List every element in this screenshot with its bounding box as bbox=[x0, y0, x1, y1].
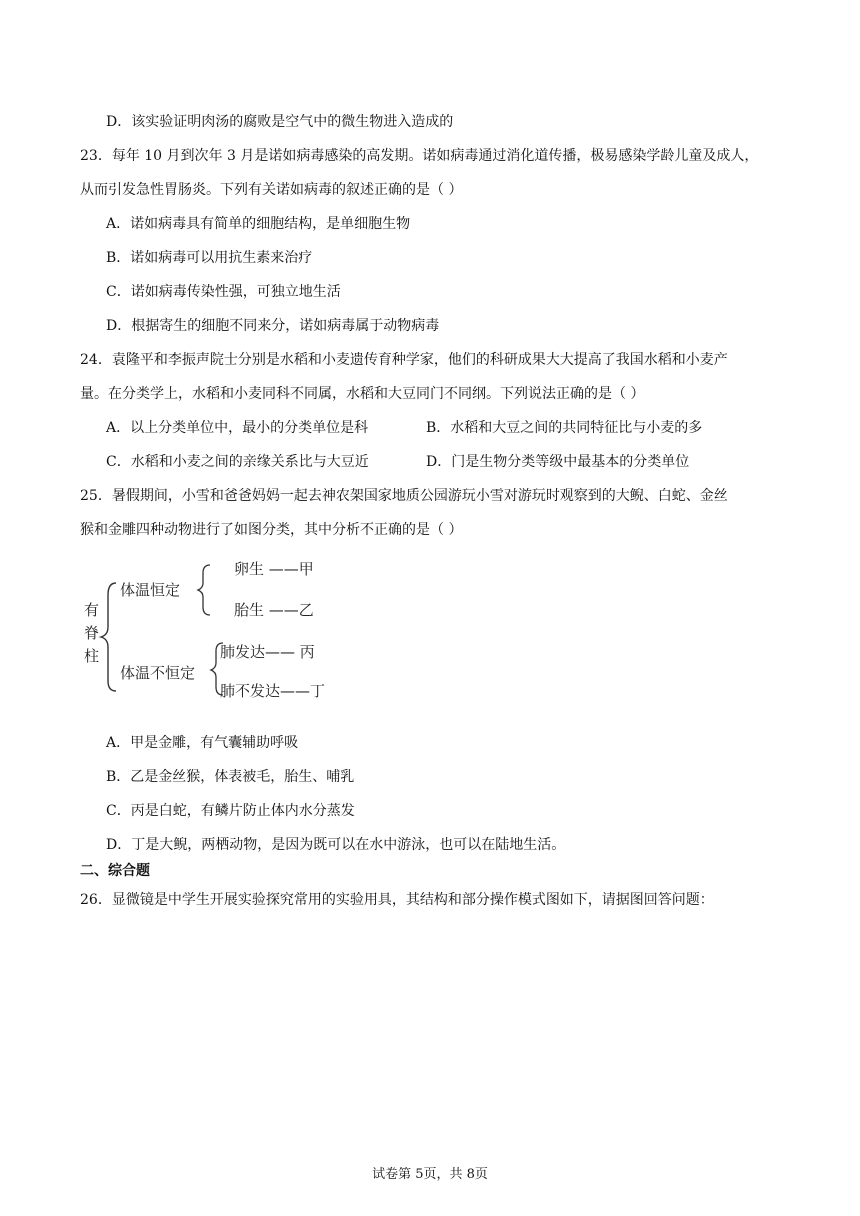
q23-option-a: A．诺如病毒具有简单的细胞结构，是单细胞生物 bbox=[106, 216, 411, 232]
q24-stem-line1: 24．袁隆平和李振声院士分别是水稻和小麦遗传育种学家，他们的科研成果大大提高了我国水稻和小麦产 bbox=[80, 352, 728, 368]
diagram-branch2-leaf1: 肺发达—— 丙 bbox=[220, 643, 315, 661]
diagram-root-char-2: 脊 bbox=[84, 624, 100, 642]
diagram-branch1-leaf1: 卵生 ——甲 bbox=[234, 560, 314, 578]
diagram-branch1-leaf2: 胎生 ——乙 bbox=[234, 601, 314, 619]
q24-option-a: A．以上分类单位中，最小的分类单位是科 bbox=[106, 420, 369, 436]
q25-option-d: D．丁是大鲵，两栖动物，是因为既可以在水中游泳，也可以在陆地生活。 bbox=[106, 837, 566, 853]
page-footer: 试卷第 5页，共 8页 bbox=[372, 1167, 488, 1182]
q25-option-c: C．丙是白蛇，有鳞片防止体内水分蒸发 bbox=[106, 803, 355, 819]
q26-stem: 26．显微镜是中学生开展实验探究常用的实验用具，其结构和部分操作模式图如下，请据图回答问题： bbox=[80, 892, 714, 908]
q24-option-c: C．水稻和小麦之间的亲缘关系比与大豆近 bbox=[106, 454, 369, 470]
q23-option-d: D．根据寄生的细胞不同来分，诺如病毒属于动物病毒 bbox=[106, 318, 440, 334]
q25-option-b: B．乙是金丝猴，体表被毛，胎生、哺乳 bbox=[106, 769, 355, 785]
q23-option-c: C．诺如病毒传染性强，可独立地生活 bbox=[106, 284, 341, 300]
diagram-branch2: 体温不恒定 bbox=[120, 664, 196, 682]
diagram-branch1: 体温恒定 bbox=[120, 581, 181, 599]
diagram-branch1-brace bbox=[198, 565, 210, 615]
q24-option-d: D．门是生物分类等级中最基本的分类单位 bbox=[426, 454, 690, 470]
q22-option-d: D．该实验证明肉汤的腐败是空气中的微生物进入造成的 bbox=[106, 114, 454, 130]
q25-stem-line1: 25．暑假期间，小雪和爸爸妈妈一起去神农架国家地质公园游玩小雪对游玩时观察到的大鲵、白蛇、金丝 bbox=[80, 488, 728, 504]
q25-option-a: A．甲是金雕，有气囊辅助呼吸 bbox=[106, 735, 299, 751]
section-title: 二、综合题 bbox=[80, 863, 150, 879]
diagram-root-brace bbox=[101, 583, 116, 691]
q23-stem-line1: 23．每年 10 月到次年 3 月是诺如病毒感染的高发期。诺如病毒通过消化道传播，极易感染学龄儿童及成人， bbox=[80, 148, 759, 164]
q25-stem-line2: 猴和金雕四种动物进行了如图分类，其中分析不正确的是（ ） bbox=[80, 522, 463, 538]
q24-option-b: B．水稻和大豆之间的共同特征比与小麦的多 bbox=[426, 420, 703, 436]
q24-stem-line2: 量。在分类学上，水稻和小麦同科不同属，水稻和大豆同门不同纲。下列说法正确的是（ ） bbox=[80, 386, 645, 402]
q23-stem-line2: 从而引发急性胃肠炎。下列有关诺如病毒的叙述正确的是（ ） bbox=[80, 182, 463, 198]
q23-option-b: B．诺如病毒可以用抗生素来治疗 bbox=[106, 250, 313, 266]
diagram-root-char-1: 有 bbox=[84, 601, 100, 619]
classification-diagram bbox=[80, 555, 340, 705]
diagram-branch2-leaf2: 肺不发达——丁 bbox=[220, 682, 326, 700]
diagram-root-char-3: 柱 bbox=[84, 647, 100, 665]
